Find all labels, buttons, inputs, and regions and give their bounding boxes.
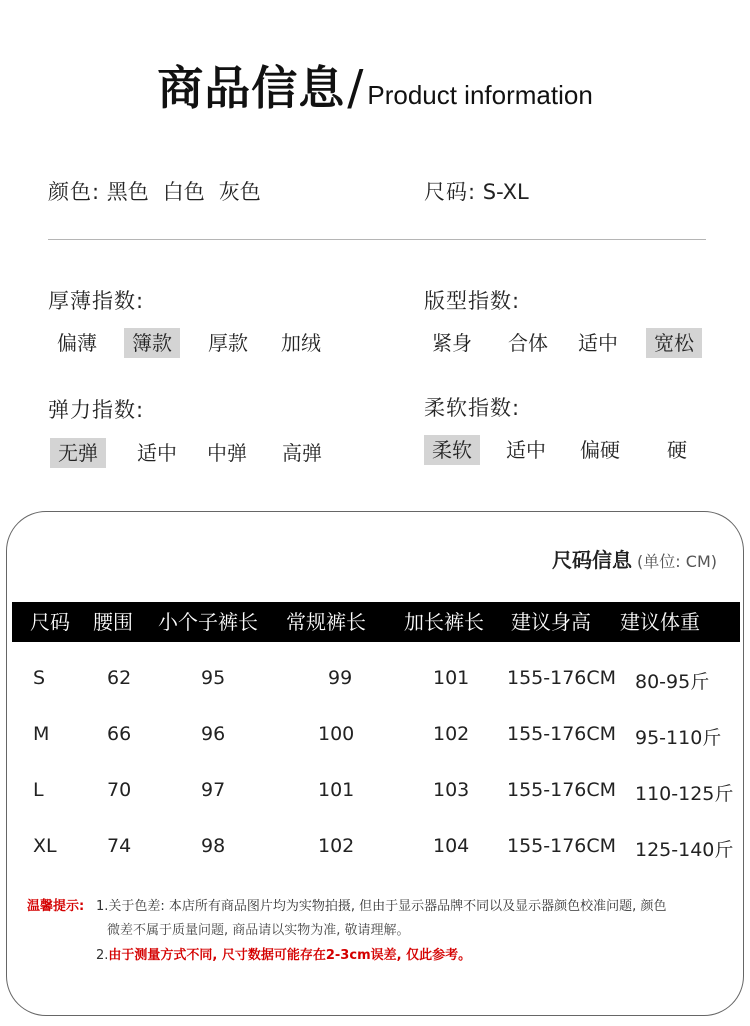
table-cell: 80-95斤: [635, 671, 710, 693]
table-cell: 155-176CM: [507, 723, 617, 745]
fit-option-selected: 宽松: [646, 328, 702, 358]
table-cell: 96: [201, 723, 226, 745]
table-cell: 155-176CM: [507, 779, 617, 801]
table-cell: 125-140斤: [635, 839, 734, 861]
fit-option: 适中: [578, 331, 618, 355]
page-title: [0, 52, 750, 118]
table-cell: 103: [433, 779, 470, 801]
note-number: 2.: [96, 948, 109, 963]
column-header: 腰围: [93, 610, 133, 634]
softness-option: 偏硬: [580, 438, 620, 462]
table-cell: 74: [107, 835, 132, 857]
note-line-2: [96, 944, 471, 963]
column-header: 常规裤长: [286, 610, 366, 634]
softness-option-selected: 柔软: [424, 435, 480, 465]
table-cell: S: [33, 667, 46, 689]
column-header: 小个子裤长: [158, 610, 258, 634]
size-table-header: [12, 602, 740, 642]
elasticity-option: 适中: [137, 441, 177, 465]
table-cell: 102: [433, 723, 470, 745]
thickness-option: 偏薄: [57, 331, 97, 355]
softness-option: 适中: [506, 438, 546, 462]
table-cell: 155-176CM: [507, 667, 617, 689]
table-cell: 101: [433, 667, 470, 689]
elasticity-option: 中弹: [207, 441, 247, 465]
fit-index-title: 版型指数:: [424, 289, 521, 313]
size-attribute: [424, 176, 529, 206]
notes-label: 温馨提示:: [27, 899, 85, 914]
table-cell: 110-125斤: [635, 783, 734, 805]
size-chart-unit: (单位: CM): [637, 552, 717, 571]
size-value: S-XL: [482, 180, 529, 204]
table-cell: 98: [201, 835, 226, 857]
table-cell: 95: [201, 667, 226, 689]
color-option: 灰色: [218, 180, 261, 204]
divider: [48, 239, 706, 240]
color-label: 颜色:: [48, 180, 101, 204]
table-cell: 62: [107, 667, 132, 689]
color-option: 黑色: [106, 180, 149, 204]
table-cell: 104: [433, 835, 470, 857]
thickness-option: 加绒: [281, 331, 321, 355]
column-header: 尺码: [30, 610, 70, 634]
fit-option: 紧身: [432, 331, 472, 355]
size-chart-card: [6, 511, 744, 1016]
size-chart-heading: [552, 544, 717, 573]
note-line-1-continued: 微差不属于质量问题, 商品请以实物为准, 敬请理解。: [107, 923, 410, 938]
size-chart-title: 尺码信息: [551, 548, 632, 572]
column-header: 建议体重: [620, 610, 700, 634]
thickness-option: 厚款: [208, 331, 248, 355]
column-header: 加长裤长: [404, 610, 484, 634]
table-cell: 100: [318, 723, 355, 745]
color-attribute: [48, 176, 275, 206]
table-cell: 99: [328, 667, 353, 689]
size-label: 尺码:: [424, 180, 477, 204]
elasticity-index-title: 弹力指数:: [48, 398, 145, 422]
elasticity-option: 高弹: [282, 441, 322, 465]
table-cell: 95-110斤: [635, 727, 722, 749]
table-cell: 66: [107, 723, 132, 745]
title-chinese: 商品信息: [157, 61, 346, 115]
title-english: Product information: [367, 80, 593, 110]
table-cell: L: [33, 779, 44, 801]
softness-option: 硬: [667, 438, 687, 462]
softness-index-title: 柔软指数:: [424, 396, 521, 420]
thickness-index-title: 厚薄指数:: [48, 289, 145, 313]
fit-option: 合体: [508, 331, 548, 355]
column-header: 建议身高: [511, 610, 591, 634]
title-separator: /: [347, 60, 364, 116]
table-cell: M: [33, 723, 50, 745]
table-cell: 97: [201, 779, 226, 801]
thickness-option-selected: 簿款: [124, 328, 180, 358]
color-option: 白色: [162, 180, 205, 204]
elasticity-option-selected: 无弹: [50, 438, 106, 468]
table-cell: 101: [318, 779, 355, 801]
table-cell: 155-176CM: [507, 835, 617, 857]
table-cell: 70: [107, 779, 132, 801]
table-cell: XL: [33, 835, 57, 857]
table-cell: 102: [318, 835, 355, 857]
note-line-1: 1.关于色差: 本店所有商品图片均为实物拍摄, 但由于显示器品牌不同以及显示器颜色校准问题, 颜色: [96, 899, 667, 914]
note-line-2-text: 由于测量方式不同, 尺寸数据可能存在2-3cm误差, 仅此参考。: [108, 948, 472, 963]
